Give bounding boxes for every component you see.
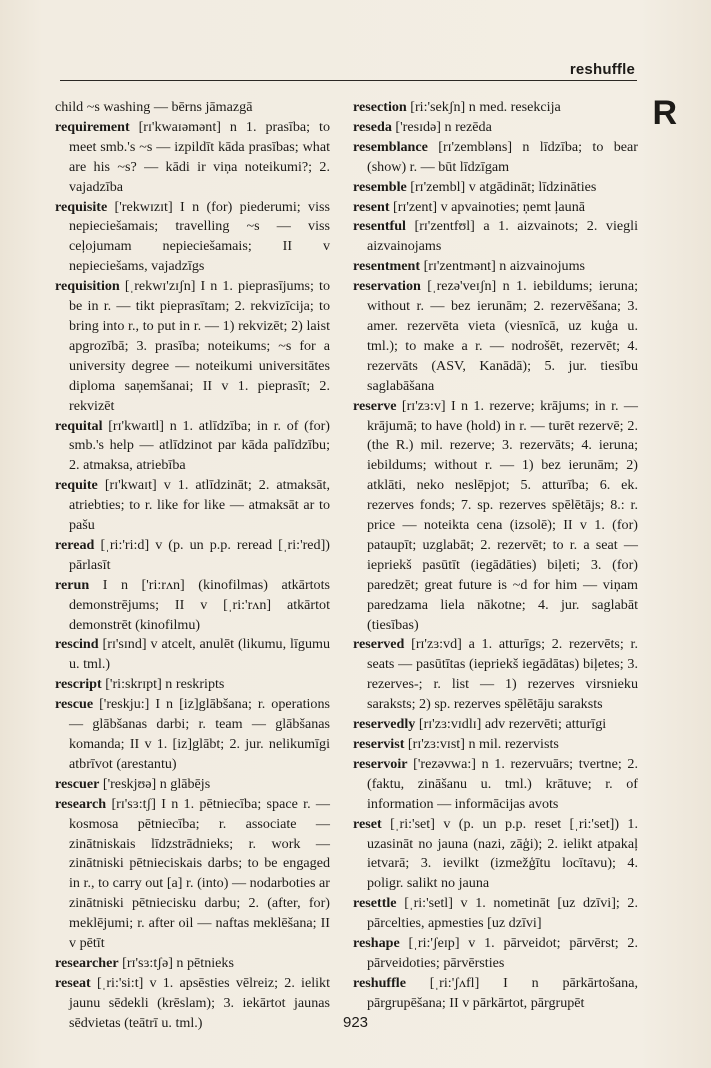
entry-definition: [rɪ'zembləns] n līdzība; to bear (show) r. — būt līdzīgam (367, 138, 638, 175)
entry-definition: [ˌrezə'veɪʃn] n 1. iebildums; ieruna; without r. — bez ierunām; 2. rezervēšana; 3. amer. rezervēta vieta (viesnīcā, uz kuģa u. tml.); to make a r. — nodrošēt, rezervēt; 4. rezervāts (ASV, Kanādā); 5. jur. tiesību saglabāšana (367, 278, 638, 394)
entry-headword: resentful (353, 218, 406, 235)
dictionary-entry (353, 635, 638, 715)
entry-headword: requital (55, 417, 103, 434)
entry-headword: requisition (55, 278, 120, 295)
letter-tab: R (652, 94, 677, 132)
entry-definition: [rɪ'sɪnd] v atcelt, anulēt (likumu, līgumu u. tml.) (69, 636, 330, 673)
entry-headword: resentment (353, 258, 421, 275)
entry-definition: [rɪ'sɜ:tʃ] I n 1. pētniecība; space r. — kosmosa pētniecība; r. associate — zinātniskais līdzstrādnieks; r. work — zinātniski pētnieciskais darbs; to be engaged in r., to carry out [a] r. (into) — nodarboties ar zinātniski pētniecisku darbu; 2. (after, for) meklējumi; r. after oil — naftas meklēšana; II v pētīt (69, 795, 330, 952)
entry-definition: [ˌrekwɪ'zɪʃn] I n 1. pieprasījums; to be in r. — tikt pieprasītam; 2. rekvizīcija; to bring into r., to put in r. — 1) rekvizēt; 2) laist apgrozībā; 3. prasība; noteikums; ~s for a university degree — noteikumi universitātes diploma saņemšanai; II v 1. pieprasīt; 2. rekvizēt (69, 278, 330, 414)
entry-definition: child ~s washing — bērns jāmazgā (55, 99, 253, 115)
dictionary-entry (55, 98, 330, 118)
entry-definition: [ri:'sekʃn] n med. resekcija (406, 99, 561, 115)
entry-definition: [rɪ'zent] v apvainoties; ņemt ļaunā (389, 198, 586, 215)
entry-headword: resemble (353, 178, 407, 195)
entry-definition: ['reskjʊə] n glābējs (99, 775, 211, 792)
right-column (353, 98, 638, 1014)
dictionary-entry (353, 755, 638, 815)
entry-definition: [rɪ'kwaɪt] v 1. atlīdzināt; 2. atmaksāt, atriebties; to r. like for like — atmaksāt ar to pašu (69, 477, 330, 534)
entry-headword: rerun (55, 576, 90, 593)
entry-definition: [rɪ'zentmənt] n aizvainojums (420, 258, 586, 275)
entry-headword: requisite (55, 198, 108, 215)
dictionary-entry (55, 954, 330, 974)
entry-definition: ['ri:skrɪpt] n reskripts (101, 676, 225, 693)
dictionary-entry (55, 775, 330, 795)
entry-definition: I n ['ri:rʌn] (kinofilmas) atkārtots demonstrējums; II v [ˌri:'rʌn] atkārtot demonstrēt (kinofilmu) (69, 576, 330, 633)
entry-headword: rescript (55, 676, 102, 693)
dictionary-entry (353, 138, 638, 178)
dictionary-entry (55, 536, 330, 576)
entry-definition: [rɪ'zɜ:vd] a 1. atturīgs; 2. rezervēts; r. seats — pasūtītas (iepriekš iegādātas) biļetes; 3. rezerves-; r. list — 1) rezerves virsnieku saraksts; 2) sp. rezerves spēlētāju saraksts (367, 636, 638, 713)
dictionary-entry (55, 198, 330, 278)
entry-headword: rescuer (55, 775, 100, 792)
entry-headword: reservation (353, 278, 421, 295)
entry-headword: rescue (55, 696, 94, 713)
entry-definition: [rɪ'zembl] v atgādināt; līdzināties (406, 178, 597, 195)
entry-definition: [ˌri:'ʃʌfl] I n pārkārtošana, pārgrupēšana; II v pārkārtot, pārgrupēt (367, 974, 638, 1011)
dictionary-entry (353, 178, 638, 198)
entry-definition: ['rezəvwa:] n 1. rezervuārs; tvertne; 2. (faktu, zināšanu u. tml.) krātuve; r. of information — informācijas avots (367, 755, 638, 812)
entry-headword: reserve (353, 397, 397, 414)
entry-headword: reread (55, 536, 95, 553)
entry-headword: reset (353, 815, 382, 832)
dictionary-entry (55, 675, 330, 695)
dictionary-entry (353, 397, 638, 636)
dictionary-entry (353, 894, 638, 934)
entry-definition: [rɪ'sɜ:tʃə] n pētnieks (118, 954, 234, 971)
page-number: 923 (342, 1014, 369, 1031)
entry-definition: ['rekwɪzɪt] I n (for) piederumi; viss nepieciešamais; travelling ~s — viss ceļojumam nepieciešamais; II v nepieciešams, vajadzīgs (69, 198, 330, 275)
dictionary-entry (353, 735, 638, 755)
dictionary-entry (55, 576, 330, 636)
entry-headword: resent (353, 198, 390, 215)
entry-headword: resemblance (353, 138, 428, 155)
entry-headword: reservedly (353, 716, 416, 733)
running-head: reshuffle (569, 61, 635, 78)
entry-headword: reseda (353, 118, 392, 135)
entry-headword: reshape (353, 935, 400, 952)
dictionary-entry (55, 277, 330, 416)
header-rule (60, 80, 637, 81)
dictionary-entry (353, 118, 638, 138)
entry-headword: reservist (353, 736, 405, 752)
entry-definition: [ˌri:'si:t] v 1. apsēsties vēlreiz; 2. ielikt jaunu sēdekli (krēslam); 3. iekārtot jaunas sēdvietas (teātrī u. tml.) (69, 974, 330, 1031)
dictionary-entry (353, 257, 638, 277)
entry-headword: requirement (55, 118, 130, 135)
dictionary-entry (353, 974, 638, 1014)
entry-definition: [rɪ'kwaɪtl] n 1. atlīdzība; in r. of (for) smb.'s help — atlīdzinot par kāda palīdzību; 2. atmaksa, atriebība (69, 417, 330, 474)
entry-definition: [rɪ'zɜ:vɪdlɪ] adv rezervēti; atturīgi (415, 716, 607, 733)
left-column (55, 98, 330, 1034)
entry-headword: resettle (353, 895, 397, 912)
dictionary-entry (353, 198, 638, 218)
dictionary-entry (353, 277, 638, 396)
entry-definition: [rɪ'zɜ:vɪst] n mil. rezervists (404, 736, 559, 752)
entry-definition: [ˌri:'setl] v 1. nometināt [uz dzīvi]; 2. pārcelties, apmesties [uz dzīvi] (367, 895, 638, 932)
dictionary-entry (55, 118, 330, 198)
entry-headword: rescind (55, 636, 99, 653)
entry-headword: requite (55, 477, 98, 494)
entry-headword: researcher (55, 954, 119, 971)
dictionary-entry (353, 98, 638, 118)
dictionary-entry (353, 715, 638, 735)
entry-definition: [ˌri:'ʃeɪp] v 1. pārveidot; pārvērst; 2. pārveidoties; pārvērsties (367, 935, 638, 971)
dictionary-entry (353, 815, 638, 895)
entry-definition: [ˌri:'set] v (p. un p.p. reset [ˌri:'set]) 1. uzasināt no jauna (nazi, zāģi); 2. ielikt atpakaļ ietvarā; 3. ievilkt (izmežģītu locītavu); 4. poligr. salikt no jauna (367, 815, 638, 892)
dictionary-entry (55, 417, 330, 477)
dictionary-entry (353, 217, 638, 257)
entry-definition: [ˌri:'ri:d] v (p. un p.p. reread [ˌri:'red]) pārlasīt (69, 536, 330, 573)
entry-definition: ['resɪdə] n rezēda (391, 118, 492, 135)
entry-headword: reserved (353, 636, 405, 653)
dictionary-entry (353, 934, 638, 974)
entry-definition: [rɪ'kwaɪəmənt] n 1. prasība; to meet smb.'s ~s — izpildīt kāda prasības; what are his ~s? — kādi ir viņa noteikumi?; 2. vajadzība (69, 118, 330, 195)
entry-definition: [rɪ'zentfʊl] a 1. aizvainots; 2. viegli aizvainojams (367, 218, 638, 255)
entry-headword: research (55, 795, 107, 812)
dictionary-entry (55, 695, 330, 775)
entry-headword: reshuffle (353, 974, 406, 991)
entry-headword: resection (353, 99, 407, 115)
entry-headword: reseat (55, 974, 91, 991)
dictionary-entry (55, 795, 330, 954)
dictionary-entry (55, 476, 330, 536)
dictionary-entry (55, 635, 330, 675)
entry-definition: [rɪ'zɜ:v] I n 1. rezerve; krājums; in r. — krājumā; to have (hold) in r. — turēt rezervē; 2. (the R.) mil. rezerve; 3. rezervāts; 4. ieruna; iebildums; without r. — 1) bez ierunām; 2) atklāti, neko neslēpjot; 5. atturība; 6. ek. rezerves fonds; 7. sp. rezerves spēlētājs; 8.: r. price — noteikta cena (izsolē); II v 1. (for) pataupīt; uzglabāt; 2. rezervēt; to r. a seat — iepriekš pasūtīt (iegādāties) biļeti; 3. (for) paredzēt; great future is ~d for him — viņam paredzama liela nākotne; 4. jur. saglabāt (tiesības) (367, 397, 638, 633)
entry-definition: ['reskju:] I n [iz]glābšana; r. operations — glābšanas darbi; r. team — glābšanas komanda; II v 1. [iz]glābt; 2. jur. nelikumīgi atbrīvot (arestantu) (69, 696, 330, 772)
entry-headword: reservoir (353, 755, 408, 772)
